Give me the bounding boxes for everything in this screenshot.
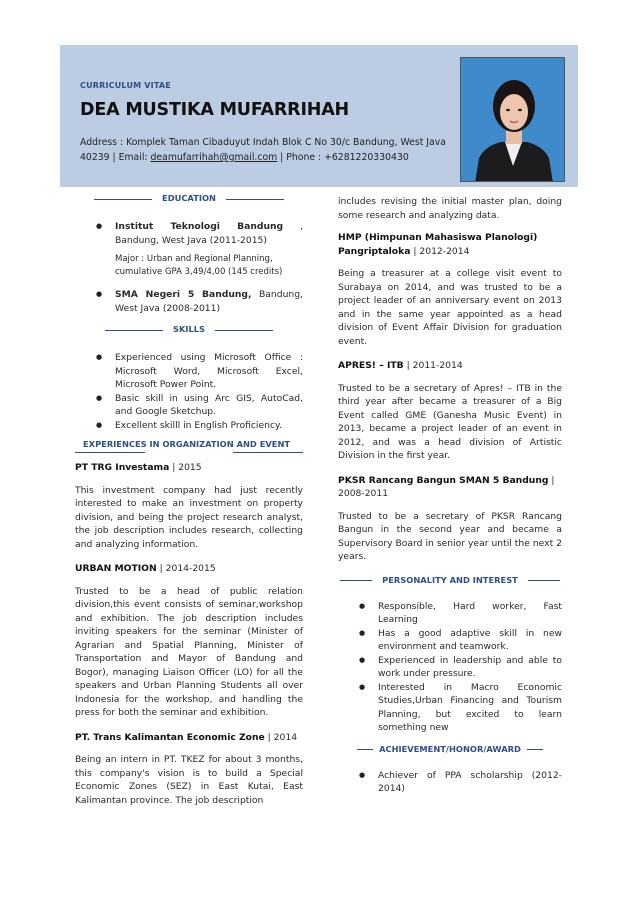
experience-desc: Being an intern in PT. TKEZ for about 3 months, this company's vision is to build a Special Economic Zones (SEZ) in East Kutai, East Kalimantan province. The job description: [75, 754, 303, 806]
phone-text: | Phone : +6281220330430: [277, 152, 409, 163]
personality-list: [338, 600, 562, 735]
experience-desc: Trusted to be a secretary of PKSR Rancang Bangun in the second year and became a Supervisory Board in senior year until the next 2 years.: [338, 510, 562, 562]
org-name: PT. Trans Kalimantan Economic Zone: [75, 731, 265, 743]
left-column: [75, 190, 303, 807]
contact-info: [80, 135, 465, 165]
school-detail: Bandung, West Java (2008-2011): [115, 289, 303, 314]
experience-entry: [338, 359, 562, 373]
skills-heading: [75, 321, 303, 339]
experience-entry: [75, 731, 303, 745]
org-name: APRES! – ITB: [338, 360, 404, 371]
divider: [105, 330, 163, 331]
experience-desc: Trusted to be a head of public relation division,this event consists of seminar,workshop and exhibition. The job description includes inviting speakers for the seminar (Minister of Agrarian and Spatial Planning, Minister of Transportation and Mayor of Bandung and Bogor), managing Liaison Officer (LO) for all the speakers and Urban Planning Students all over Indonesia for the workshop, and handling the press for both the seminar and exhibition.: [75, 585, 303, 718]
portrait-image: [461, 58, 565, 182]
experience-entry: [338, 474, 562, 501]
education-item: [75, 288, 303, 315]
org-name: HMP (Himpunan Mahasiswa Planologi) Pangriptaloka: [338, 232, 538, 257]
personality-item: ● Has a good adaptive skill in new environment and teamwork.: [338, 627, 562, 654]
school-detail: , Bandung, West Java (2011-2015): [115, 221, 303, 246]
skill-item: ● Experienced using Microsoft Office : Microsoft Word, Microsoft Excel, Microsoft Power Point.: [75, 351, 303, 392]
achievement-list: [338, 769, 562, 796]
education-list: [75, 220, 303, 247]
org-period: | 2014-2015: [156, 563, 216, 574]
school-name: SMA Negeri 5 Bandung,: [115, 289, 252, 300]
address-text: Address : Komplek Taman Cibaduyut Indah Blok C No 30/c Bandung, West Java 40239 | Email:: [80, 137, 446, 163]
achievement-title: ACHIEVEMENT/HONOR/AWARD: [379, 743, 521, 754]
experience-desc: This investment company had just recently interested to make an investment on property division, and being the project research analyst, the job description includes research, collecting and analyzing information.: [75, 484, 303, 550]
org-period: | 2011-2014: [403, 360, 463, 371]
divider: [527, 749, 543, 750]
org-period: | 2012-2014: [410, 245, 470, 257]
experience-desc: Trusted to be a secretary of Apres! – ITB in the third year after became a treasurer of a Big Event called GME (Ganesha Music Event) in 2013, became a project leader of an event in 2012, and was a head division of Artistic Division in the first year.: [338, 382, 562, 461]
personality-heading: [338, 572, 562, 590]
experiences-title: EXPERIENCES IN ORGANIZATION AND EVENT: [83, 439, 291, 450]
divider: [340, 580, 372, 581]
divider: [215, 330, 273, 331]
skill-item: ● Basic skill in using Arc GIS, AutoCad, and Google Sketchup.: [75, 392, 303, 419]
right-column: [338, 195, 562, 796]
org-period: | 2015: [169, 462, 202, 473]
org-name: PT TRG Investama: [75, 462, 170, 473]
org-period: | 2008-2011: [338, 474, 555, 499]
divider: [357, 749, 373, 750]
education-title: EDUCATION: [162, 193, 216, 204]
experience-entry: [75, 461, 303, 475]
divider: [94, 199, 152, 200]
profile-photo: [460, 57, 565, 182]
education-heading: [75, 190, 303, 208]
personality-item: ● Interested in Macro Economic Studies,Urban Financing and Tourism Planning, but excited to learn something new: [338, 681, 562, 735]
experience-entry: [338, 231, 562, 258]
email-link[interactable]: deamufarrihah@gmail.com: [150, 152, 278, 163]
skills-list: [75, 351, 303, 432]
personality-item: ● Experienced in leadership and able to work under pressure.: [338, 654, 562, 681]
achievement-heading: [338, 741, 562, 759]
org-name: URBAN MOTION: [75, 563, 157, 574]
achievement-item: ● Achiever of PPA scholarship (2012-2014): [338, 769, 562, 796]
skills-title: SKILLS: [172, 324, 206, 335]
org-name: PKSR Rancang Bangun SMAN 5 Bandung: [338, 474, 549, 486]
school-name: Institut Teknologi Bandung: [115, 221, 284, 232]
personality-item: ● Responsible, Hard worker, Fast Learning: [338, 600, 562, 627]
candidate-name: DEA MUSTIKA MUFARRIHAH: [80, 100, 350, 120]
education-list-2: [75, 288, 303, 315]
divider: [226, 199, 284, 200]
major-info: Major : Urban and Regional Planning, cumulative GPA 3,49/4,00 (145 credits): [115, 254, 283, 277]
experience-continuation: includes revising the initial master plan, doing some research and analyzing data.: [338, 196, 562, 221]
education-item: [75, 220, 303, 247]
cv-label: CURRICULUM VITAE: [80, 81, 171, 90]
skill-item: ● Excellent skilll in English Proficiency.: [75, 419, 303, 433]
divider: [528, 580, 560, 581]
org-period: | 2014: [264, 731, 298, 743]
personality-title: PERSONALITY AND INTEREST: [382, 574, 518, 585]
experience-entry: [75, 562, 303, 576]
experiences-heading: [75, 436, 303, 454]
experience-desc: Being a treasurer at a college visit event to Surabaya on 2014, and was trusted to be a project leader of an anniversary event on 2013 and in the same year appointed as a head division of Event Affair Division for graduation event.: [338, 268, 562, 347]
